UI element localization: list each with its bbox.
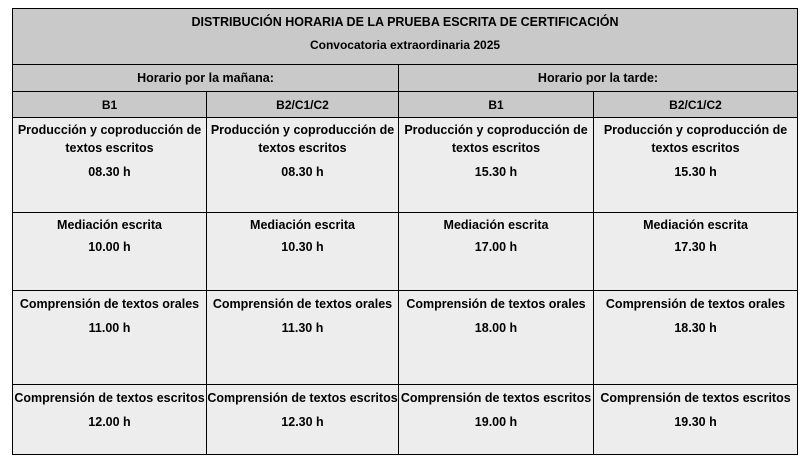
schedule-cell <box>13 385 207 455</box>
exam-name: Producción y coproducción de textos escritos <box>603 123 788 155</box>
schedule-cell <box>594 385 798 455</box>
afternoon-header: Horario por la tarde: <box>399 65 798 92</box>
schedule-cell <box>399 118 594 213</box>
morning-header: Horario por la mañana: <box>13 65 399 92</box>
exam-time: 15.30 h <box>674 165 717 179</box>
exam-name: Comprensión de textos orales <box>19 297 200 311</box>
schedule-cell <box>399 291 594 385</box>
schedule-cell <box>207 213 399 291</box>
schedule-cell <box>399 213 594 291</box>
exam-time: 19.00 h <box>474 415 518 429</box>
exam-name: Mediación escrita <box>57 218 162 232</box>
exam-time: 18.30 h <box>674 321 717 335</box>
schedule-cell <box>594 213 798 291</box>
exam-time: 19.30 h <box>674 415 717 429</box>
exam-time: 18.00 h <box>474 321 518 335</box>
exam-name: Mediación escrita <box>250 218 355 232</box>
exam-time: 17.30 h <box>674 240 717 254</box>
exam-time: 11.30 h <box>281 321 324 335</box>
schedule-cell <box>207 385 399 455</box>
exam-time: 10.00 h <box>88 240 131 254</box>
schedule-cell <box>13 291 207 385</box>
schedule-cell <box>13 213 207 291</box>
exam-time: 15.30 h <box>474 165 518 179</box>
schedule-table <box>12 8 798 455</box>
schedule-cell <box>399 385 594 455</box>
schedule-document <box>12 8 798 455</box>
exam-time: 12.00 h <box>88 415 131 429</box>
exam-name: Comprensión de textos escritos <box>400 391 592 405</box>
exam-name: Mediación escrita <box>643 218 748 232</box>
exam-name: Comprensión de textos escritos <box>600 391 791 405</box>
exam-name: Mediación escrita <box>443 218 549 232</box>
table-row <box>13 291 798 385</box>
table-subtitle: Convocatoria extraordinaria 2025 <box>309 38 501 52</box>
exam-name: Producción y coproducción de textos escritos <box>404 123 588 155</box>
exam-time: 12.30 h <box>281 415 324 429</box>
level-header: B2/C1/C2 <box>594 92 798 118</box>
exam-name: Producción y coproducción de textos escritos <box>210 123 395 155</box>
exam-time: 10.30 h <box>281 240 324 254</box>
level-header: B1 <box>13 92 207 118</box>
exam-name: Comprensión de textos escritos <box>207 391 398 405</box>
exam-name: Producción y coproducción de textos escritos <box>17 123 202 155</box>
title-row <box>13 9 798 65</box>
level-header: B1 <box>399 92 594 118</box>
schedule-cell <box>207 118 399 213</box>
table-row <box>13 213 798 291</box>
schedule-cell <box>13 118 207 213</box>
schedule-cell <box>594 291 798 385</box>
exam-name: Comprensión de textos orales <box>212 297 393 311</box>
schedule-cell <box>207 291 399 385</box>
table-row <box>13 385 798 455</box>
schedule-cell <box>594 118 798 213</box>
exam-time: 08.30 h <box>88 165 131 179</box>
exam-name: Comprensión de textos orales <box>406 297 586 311</box>
exam-time: 11.00 h <box>88 321 131 335</box>
table-title: DISTRIBUCIÓN HORARIA DE LA PRUEBA ESCRITA DE CERTIFICACIÓN <box>191 15 619 29</box>
period-row <box>13 65 798 92</box>
level-header: B2/C1/C2 <box>207 92 399 118</box>
exam-name: Comprensión de textos escritos <box>14 391 205 405</box>
table-row <box>13 118 798 213</box>
title-cell <box>13 9 798 65</box>
level-row <box>13 92 798 118</box>
exam-name: Comprensión de textos orales <box>605 297 786 311</box>
exam-time: 17.00 h <box>474 240 518 254</box>
exam-time: 08.30 h <box>281 165 324 179</box>
